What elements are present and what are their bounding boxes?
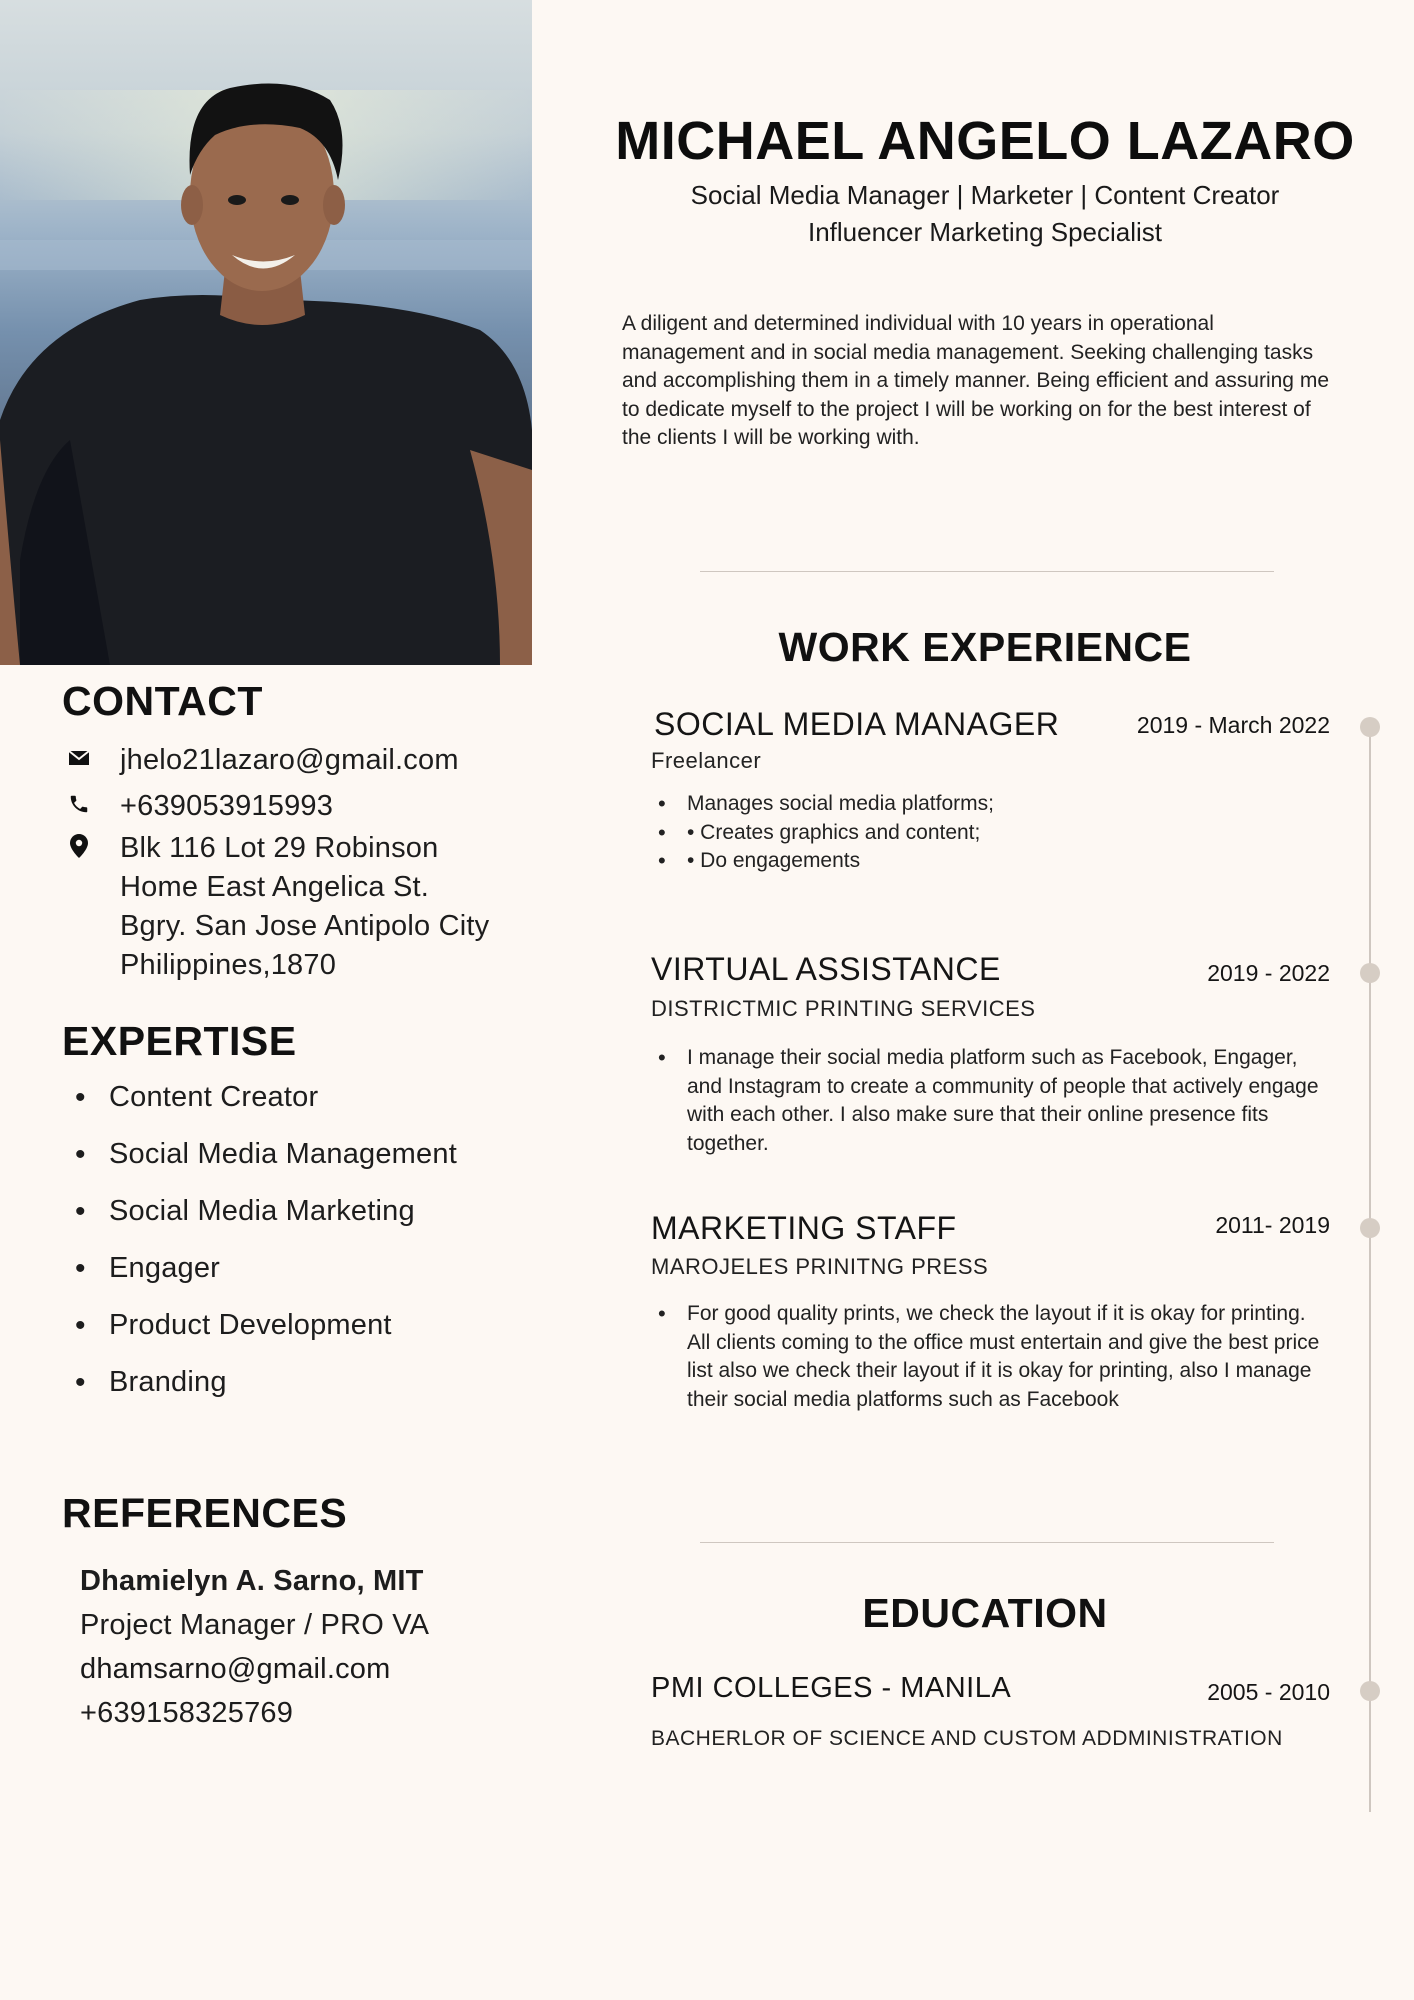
job-date: 2011- 2019 (1215, 1212, 1330, 1238)
location-pin-icon (62, 829, 96, 863)
job-title: MARKETING STAFF (651, 1210, 957, 1246)
timeline-dot (1360, 963, 1380, 983)
job-company: Freelancer (651, 748, 762, 773)
education-date: 2005 - 2010 (1207, 1679, 1330, 1705)
contact-email-link[interactable]: jhelo21lazaro@gmail.com (120, 744, 459, 776)
education-school: PMI COLLEGES - MANILA (651, 1672, 1012, 1704)
timeline-dot (1360, 1218, 1380, 1238)
contact-phone: +639053915993 (120, 790, 334, 822)
job-bullets (651, 790, 1331, 876)
expertise-item: • Product Development (62, 1297, 522, 1354)
job-title: SOCIAL MEDIA MANAGER (654, 706, 1060, 742)
job-bullet: • • Creates graphics and content; (651, 819, 1331, 848)
contact-heading: CONTACT (62, 678, 263, 724)
contact-email-row (62, 741, 522, 787)
expertise-item: • Social Media Management (62, 1126, 522, 1183)
job-company: MAROJELES PRINITNG PRESS (651, 1254, 989, 1279)
reference-phone: +639158325769 (80, 1697, 294, 1729)
phone-icon (62, 787, 96, 821)
subtitle-line-2: Influencer Marketing Specialist (807, 217, 1163, 247)
envelope-icon (62, 741, 96, 775)
expertise-list (62, 1069, 522, 1411)
timeline-dot (1360, 1681, 1380, 1701)
job-title: VIRTUAL ASSISTANCE (651, 951, 1001, 987)
timeline-dot (1360, 717, 1380, 737)
reference-role: Project Manager / PRO VA (80, 1609, 430, 1641)
job-bullet: • Manages social media platforms; (651, 790, 1331, 819)
expertise-item: • Branding (62, 1354, 522, 1411)
expertise-item: • Social Media Marketing (62, 1183, 522, 1240)
candidate-name: MICHAEL ANGELO LAZARO (615, 111, 1355, 171)
reference-name: Dhamielyn A. Sarno, MIT (80, 1565, 424, 1597)
expertise-item: • Engager (62, 1240, 522, 1297)
references-section (62, 1490, 522, 1735)
references-heading: REFERENCES (62, 1490, 348, 1536)
reference-email-link[interactable]: dhamsarno@gmail.com (80, 1653, 391, 1685)
education-degree: BACHERLOR OF SCIENCE AND CUSTOM ADDMINISTRATION (651, 1727, 1283, 1750)
job-bullet: • • Do engagements (651, 847, 1331, 876)
job-bullets (651, 1044, 1331, 1158)
job-date: 2019 - 2022 (1207, 960, 1330, 986)
job-bullets (651, 1300, 1331, 1414)
job-date: 2019 - March 2022 (1136, 712, 1330, 738)
contact-address: Blk 116 Lot 29 Robinson Home East Angelica St. Bgry. San Jose Antipolo City Philippines,1870 (120, 832, 490, 981)
section-divider (700, 1542, 1274, 1543)
expertise-item: • Content Creator (62, 1069, 522, 1126)
subtitle-line-1: Social Media Manager | Marketer | Content Creator (690, 180, 1280, 210)
job-bullet: • I manage their social media platform such as Facebook, Engager, and Instagram to create a community of people that actively engage with each other. I also make sure that their online presence fits together. (651, 1044, 1331, 1158)
expertise-heading: EXPERTISE (62, 1018, 297, 1064)
contact-address-row (62, 829, 522, 985)
contact-section (62, 678, 522, 985)
profile-photo (0, 0, 532, 665)
education-heading: EDUCATION (862, 1590, 1108, 1636)
contact-phone-row (62, 787, 522, 829)
work-experience-heading: WORK EXPERIENCE (778, 624, 1192, 670)
profile-summary: A diligent and determined individual with 10 years in operational management and in social media management. Seeking challenging tasks and accomplishing them in a timely manner. Being efficient and assuring me to dedicate myself to the project I will be working on for the best interest of the clients I will be working with. (622, 312, 1329, 449)
section-divider (700, 571, 1274, 572)
expertise-section (62, 1018, 522, 1411)
job-bullet: • For good quality prints, we check the layout if it is okay for printing. All clients coming to the office must entertain and give the best price list also we check their layout if it is okay for printing, also I manage their social media platforms such as Facebook (651, 1300, 1331, 1414)
timeline-line (1369, 725, 1371, 1812)
job-company: DISTRICTMIC PRINTING SERVICES (651, 996, 1036, 1021)
profile-photo-illustration (0, 0, 532, 665)
